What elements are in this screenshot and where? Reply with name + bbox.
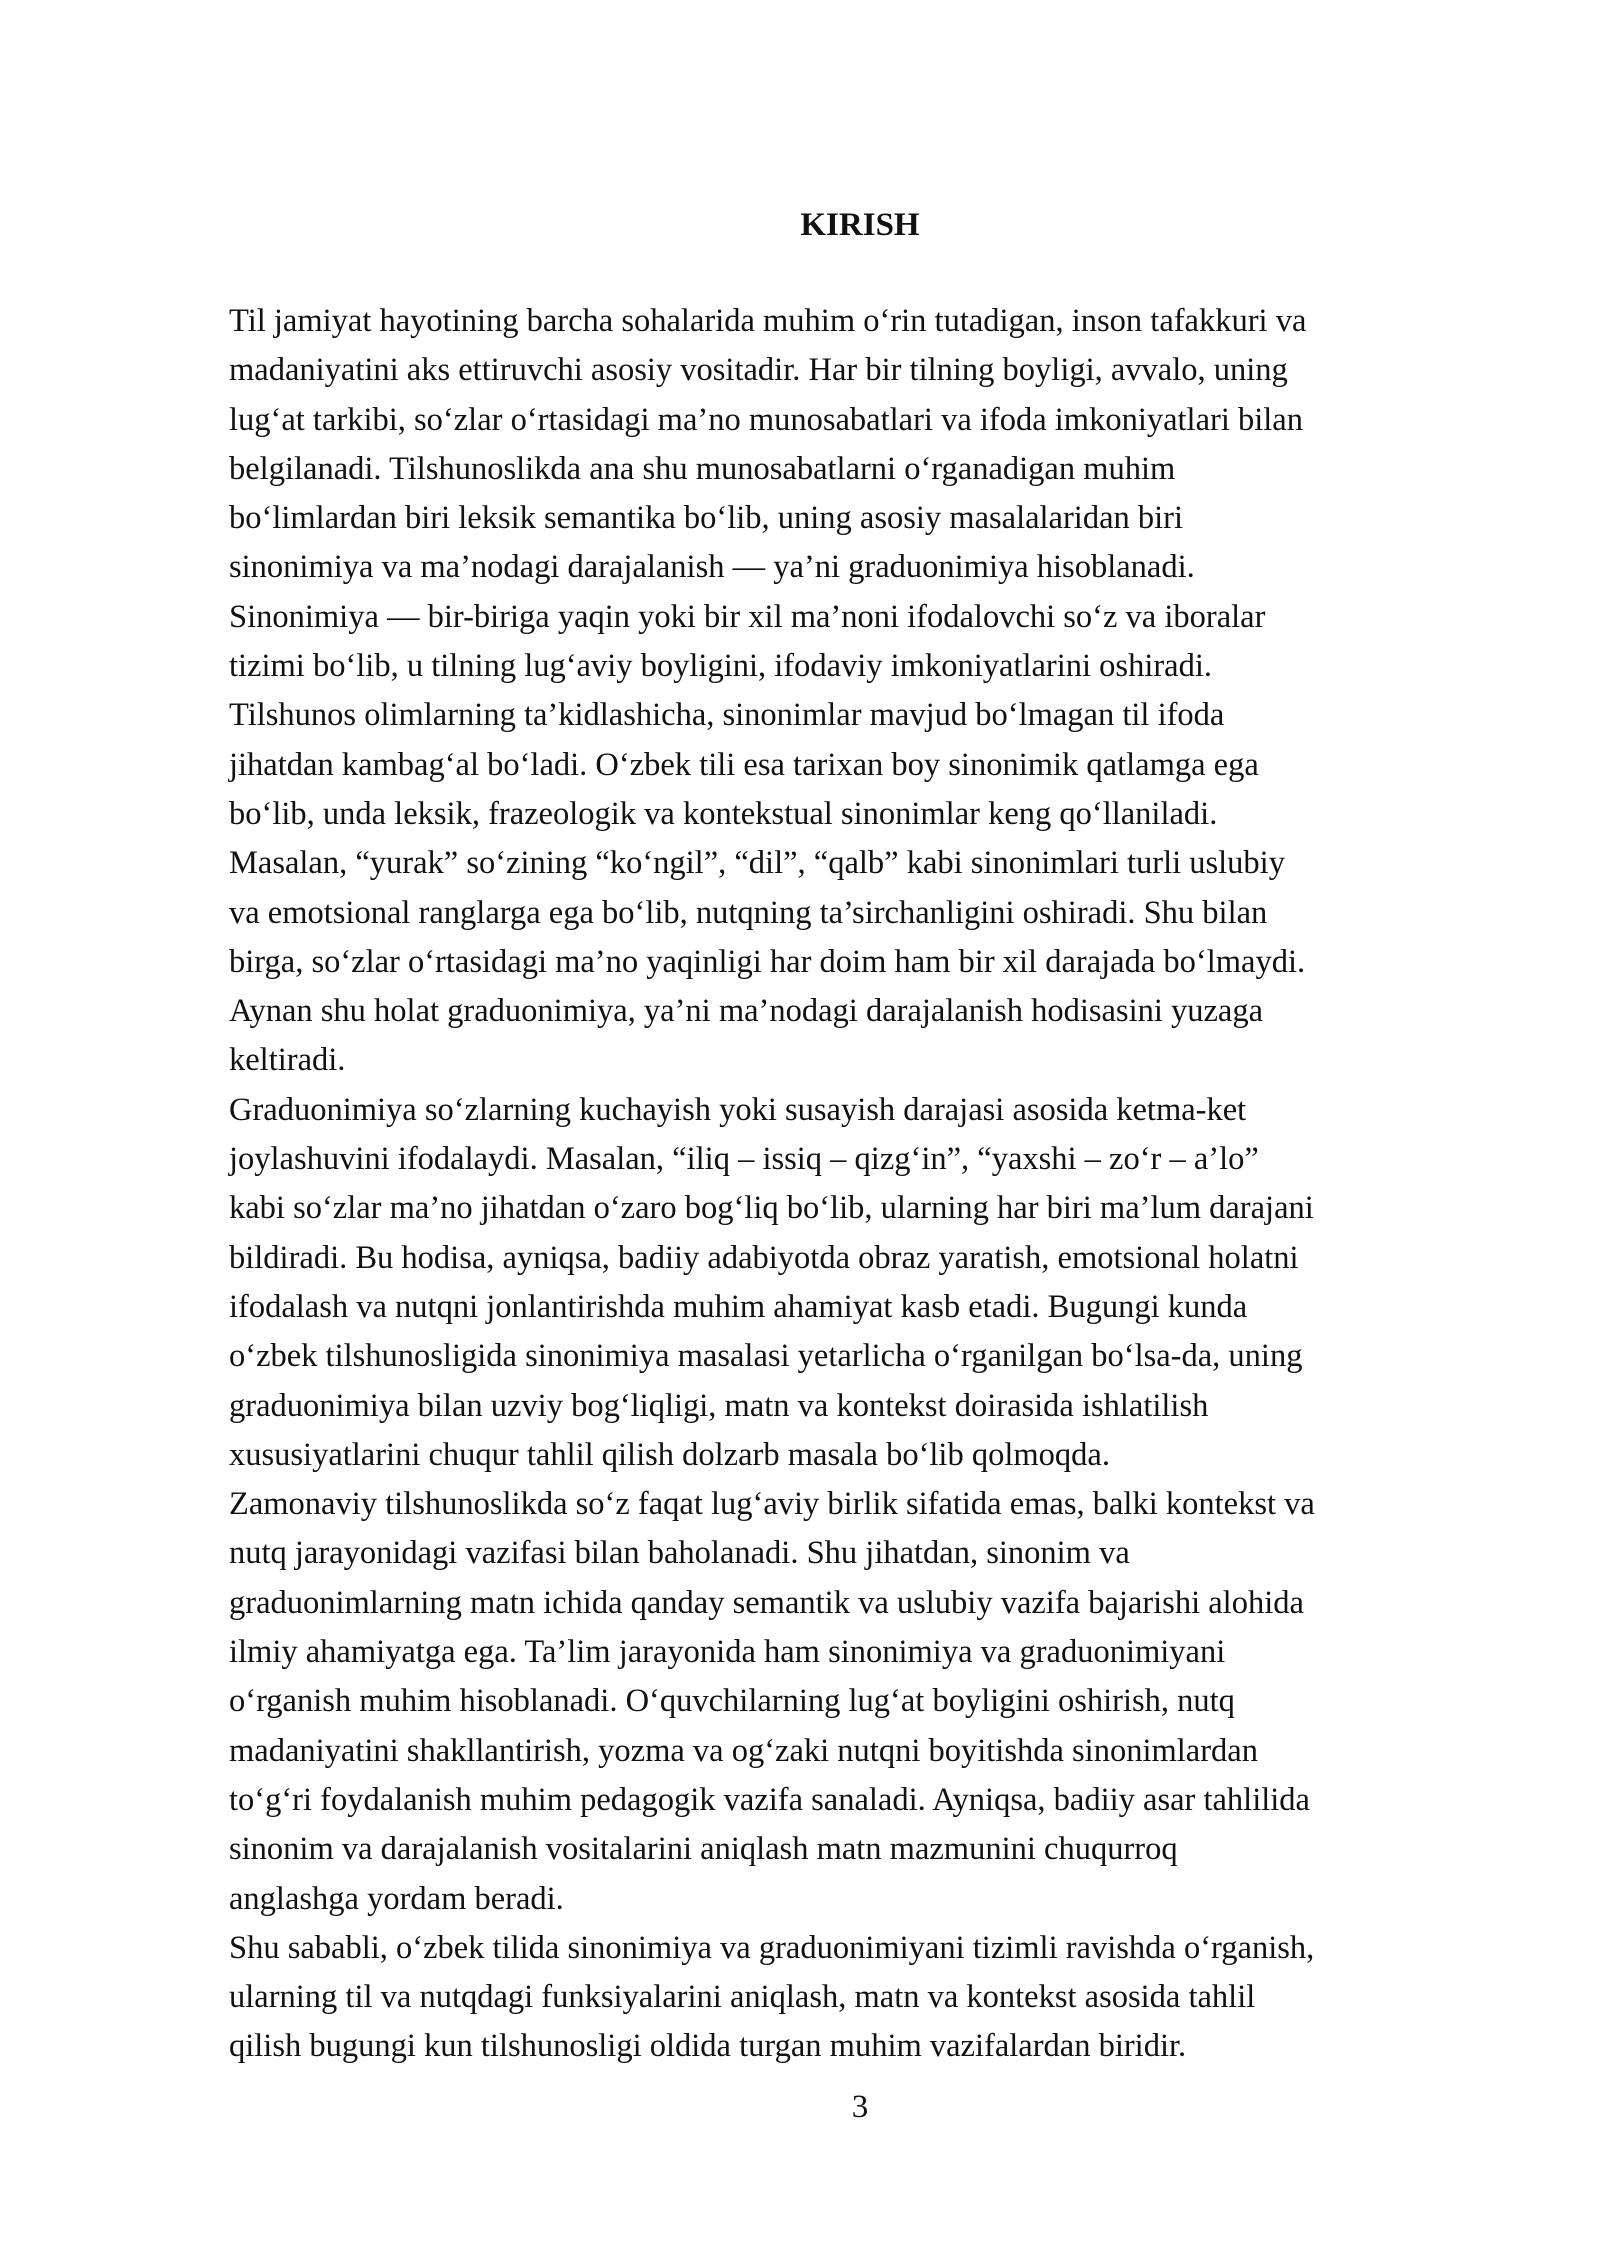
body-text	[229, 297, 1499, 2072]
text-line: Aynan shu holat graduonimiya, ya’ni ma’nodagi darajalanish hodisasini yuzaga	[229, 993, 1264, 1030]
text-line: ifodalash va nutqni jonlantirishda muhim ahamiyat kasb etadi. Bugungi kunda	[229, 1288, 1248, 1325]
text-line: va emotsional ranglarga ega bo‘lib, nutqning ta’sirchanligini oshiradi. Shu bilan	[229, 894, 1268, 931]
text-line: nutq jarayonidagi vazifasi bilan baholanadi. Shu jihatdan, sinonim va	[229, 1535, 1130, 1572]
text-line: Graduonimiya so‘zlarning kuchayish yoki susayish darajasi asosida ketma-ket	[229, 1091, 1247, 1128]
text-line: keltiradi.	[229, 1042, 346, 1079]
text-line: Til jamiyat hayotining barcha sohalarida muhim o‘rin tutadigan, inson tafakkuri va	[229, 303, 1307, 339]
text-line: kabi so‘zlar ma’no jihatdan o‘zaro bog‘liq bo‘lib, ularning har biri ma’lum darajani	[229, 1190, 1314, 1227]
page-number: 3	[851, 2089, 869, 2125]
text-line: o‘zbek tilshunosligida sinonimiya masalasi yetarlicha o‘rganilgan bo‘lsa-da, uning	[229, 1338, 1303, 1375]
page-title: KIRISH	[800, 207, 920, 243]
text-line: bildiradi. Bu hodisa, ayniqsa, badiiy adabiyotda obraz yaratish, emotsional holatni	[229, 1239, 1299, 1276]
text-line: ilmiy ahamiyatga ega. Ta’lim jarayonida ham sinonimiya va graduonimiyani	[229, 1634, 1226, 1671]
text-line: birga, so‘zlar o‘rtasidagi ma’no yaqinligi har doim ham bir xil darajada bo‘lmaydi.	[229, 943, 1306, 980]
text-line: Tilshunos olimlarning ta’kidlashicha, sinonimlar mavjud bo‘lmagan til ifoda	[229, 697, 1225, 734]
text-line: madaniyatini shakllantirish, yozma va og‘zaki nutqni boyitishda sinonimlardan	[229, 1732, 1258, 1769]
text-line: to‘g‘ri foydalanish muhim pedagogik vazifa sanaladi. Ayniqsa, badiiy asar tahlilida	[229, 1781, 1310, 1818]
text-line: xususiyatlarini chuqur tahlil qilish dolzarb masala bo‘lib qolmoqda.	[229, 1436, 1110, 1473]
text-line: Sinonimiya — bir-biriga yaqin yoki bir xil ma’noni ifodalovchi so‘z va iboralar	[229, 598, 1266, 635]
text-line: Masalan, “yurak” so‘zining “ko‘ngil”, “dil”, “qalb” kabi sinonimlari turli uslubiy	[229, 845, 1285, 882]
text-line: Zamonaviy tilshunoslikda so‘z faqat lug‘aviy birlik sifatida emas, balki kontekst va	[229, 1486, 1315, 1523]
text-line: bo‘limlardan biri leksik semantika bo‘lib, uning asosiy masalalaridan biri	[229, 500, 1184, 537]
text-line: tizimi bo‘lib, u tilning lug‘aviy boyligini, ifodaviy imkoniyatlarini oshiradi.	[229, 648, 1213, 685]
text-line: madaniyatini aks ettiruvchi asosiy vositadir. Har bir tilning boyligi, avvalo, uning	[229, 352, 1288, 389]
text-line: graduonimiya bilan uzviy bog‘liqligi, matn va kontekst doirasida ishlatilish	[229, 1387, 1209, 1424]
text-line: anglashga yordam beradi.	[229, 1880, 564, 1917]
text-line: graduonimlarning matn ichida qanday semantik va uslubiy vazifa bajarishi alohida	[229, 1584, 1304, 1621]
text-line: ularning til va nutqdagi funksiyalarini aniqlash, matn va kontekst asosida tahlil	[229, 1979, 1256, 2016]
text-line: sinonim va darajalanish vositalarini aniqlash matn mazmunini chuqurroq	[229, 1831, 1178, 1868]
text-line: o‘rganish muhim hisoblanadi. O‘quvchilarning lug‘at boyligini oshirish, nutq	[229, 1683, 1235, 1720]
text-line: sinonimiya va ma’nodagi darajalanish — ya’ni graduonimiya hisoblanadi.	[229, 549, 1195, 586]
text-line: bo‘lib, unda leksik, frazeologik va kontekstual sinonimlar keng qo‘llaniladi.	[229, 795, 1218, 832]
text-line: Shu sababli, o‘zbek tilida sinonimiya va graduonimiyani tizimli ravishda o‘rganish,	[229, 1929, 1315, 1966]
text-line: lug‘at tarkibi, so‘zlar o‘rtasidagi ma’no munosabatlari va ifoda imkoniyatlari bilan	[229, 401, 1303, 438]
text-line: joylashuvini ifodalaydi. Masalan, “iliq – issiq – qizg‘in”, “yaxshi – zo‘r – a’lo”	[229, 1141, 1259, 1178]
text-line: jihatdan kambag‘al bo‘ladi. O‘zbek tili esa tarixan boy sinonimik qatlamga ega	[229, 746, 1259, 783]
text-line: belgilanadi. Tilshunoslikda ana shu munosabatlarni o‘rganadigan muhim	[229, 450, 1176, 487]
text-line: qilish bugungi kun tilshunosligi oldida turgan muhim vazifalardan biridir.	[229, 2028, 1187, 2065]
